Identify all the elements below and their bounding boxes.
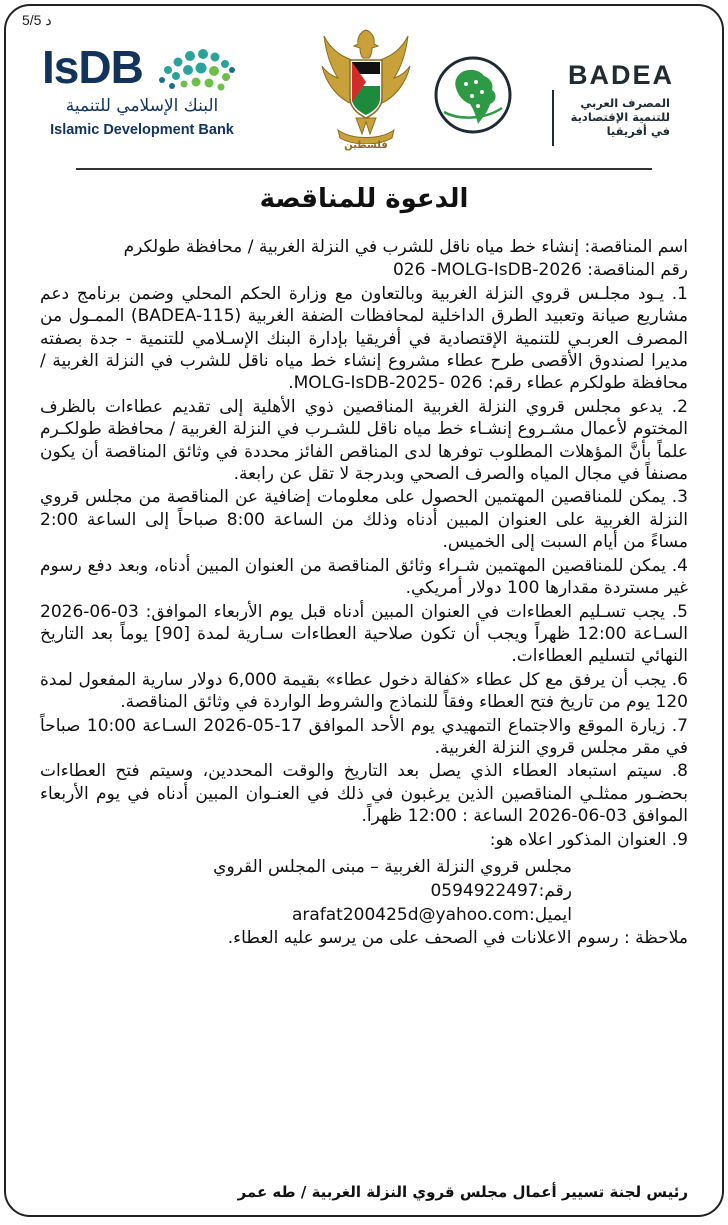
- advertising-fee-note: ملاحظة : رسوم الاعلانات في الصحف على من يرسو عليه العطاء.: [227, 927, 688, 948]
- header-divider: [76, 168, 652, 170]
- isdb-english-name: Islamic Development Bank: [50, 122, 234, 138]
- notice-item: 1. يـود مجلـس قروي النزلة الغربية وبالتعاون مع وزارة الحكم المحلي وضمن برنامج دعم مشاريع صيانة وتعبيد الطرق الداخلية لمحافظات الضفة الغربية (BADEA-115) الممـول من المصرف العربـي للتنمية الإقتصادية في أفريقيا بإدارة البنك الإسـلامي للتنمية - جدة بصفته مديرا لصندوق الأقصى طرح عطاء مشروع إنشاء خط مياه ناقل للشرب في النزلة الغربية / محافظة طولكرم عطاء رقم: 026 -MOLG-IsDB-2025.: [40, 283, 688, 394]
- badea-logo: [432, 50, 682, 144]
- notice-item: 7. زيارة الموقع والاجتماع التمهيدي يوم الأحد الموافق 17-05-2026 السـاعة 10:00 صباحاً في مقر مجلس قروي النزلة الغربية.: [40, 715, 688, 758]
- page-code: 5/5 د: [22, 12, 52, 28]
- notice-title: الدعوة للمناقصة: [259, 184, 469, 214]
- phone-label: رقم:: [538, 880, 572, 901]
- tender-notice-page: [4, 4, 724, 1217]
- badea-wordmark: BADEA: [567, 60, 674, 90]
- notice-item: 5. يجب تسـليم العطاءات في العنوان المبين أدناه قبل يوم الأربعاء الموافق: 03-06-2026 السـاعة 12:00 ظهراً ويجب أن تكون صلاحية العطاءات سـارية لمدة [90] يوماً بعد التاريخ النهائي لتسليم العطاءات.: [40, 601, 688, 667]
- badea-arabic-name: [560, 96, 670, 138]
- badea-separator: [552, 90, 554, 146]
- logo-header: [34, 24, 694, 160]
- notice-item: 4. يمكن للمناقصين المهتمين شـراء وثائق المناقصة من العنوان المبين أدناه، وبعد دفع رسوم غير مستردة مقدارها 100 دولار أمريكي.: [40, 555, 688, 599]
- isdb-dots-icon: [148, 40, 238, 96]
- notice-item: 3. يمكن للمناقصين المهتمين الحصول على معلومات إضافية عن المناقصة من مجلس قروي النزلة الغربية على العنوان المبين أدناه وذلك من الساعة 8:00 صباحاً إلى الساعة 2:00 مساءً من أيام السبت إلى الخميس.: [40, 487, 688, 553]
- africa-globe-icon: [432, 54, 514, 136]
- address-line: مجلس قروي النزلة الغربية – مبنى المجلس القروي: [213, 856, 572, 877]
- phone-number: 0594922497: [430, 880, 539, 901]
- tender-number-line: [40, 259, 688, 281]
- badea-arabic-line: للتنمية الإقتصادية: [570, 110, 670, 124]
- email-address: arafat200425d@yahoo.com: [291, 904, 529, 925]
- eagle-emblem-icon: [316, 26, 416, 144]
- tender-number-label: رقم المناقصة:: [587, 260, 688, 281]
- email-line: [40, 903, 572, 927]
- badea-arabic-line: المصرف العربي: [580, 96, 670, 110]
- notice-item: 6. يجب أن يرفق مع كل عطاء «كفالة دخول عطاء» بقيمة 6,000 دولار سارية المفعول لمدة 120 يوم من تاريخ فتح العطاء وفقاً للنماذج والشروط الواردة في وثائق المناقصة.: [40, 669, 688, 713]
- notice-item: 9. العنوان المذكور اعلاه هو:: [489, 829, 688, 850]
- isdb-logo: [42, 40, 242, 148]
- email-label: ايميل:: [528, 904, 572, 925]
- contact-address: [40, 855, 688, 927]
- signature-line: رئيس لجنة تسيير أعمال مجلس قروي النزلة الغربية / طه عمر: [237, 1183, 688, 1201]
- isdb-arabic-name: البنك الإسلامي للتنمية: [65, 96, 219, 116]
- phone-line: [40, 879, 572, 903]
- notice-body: [40, 236, 688, 950]
- tender-name: اسم المناقصة: إنشاء خط مياه ناقل للشرب في النزلة الغربية / محافظة طولكرم: [123, 237, 688, 257]
- notice-item: 8. سيتم استبعاد العطاء الذي يصل بعد التاريخ والوقت المحددين، وسيتم فتح العطاءات بحضـور ممثلـي المناقصين الذين يرغبون في ذلك في العنـوان المبين أدناه في يوم الأربعاء الموافق 03-06-2026 الساعة : 12:00 ظهراً.: [40, 761, 688, 827]
- isdb-wordmark: IsDB: [42, 41, 143, 93]
- palestine-eagle-emblem: [316, 26, 416, 160]
- notice-item: 2. يدعو مجلس قروي النزلة الغربية المناقصين ذوي الأهلية إلى تقديم عطاءات بالظرف المختوم لأعمال مشـروع إنشـاء خط مياه ناقل للشـرب في النزلة الغربية / محافظة طولكـرم علماً بأنَّ المؤهلات المطلوب توفرها لدى المناقص الفائز محددة في وثائق المناقصة أن يكون مصنفاً في مجال المياه والصرف الصحي وبدرجة لا تقل عن رابعة.: [40, 396, 688, 485]
- emblem-caption: فلسطين: [344, 140, 388, 151]
- badea-arabic-line: في أفريقيا: [606, 124, 670, 138]
- tender-number: 026 -MOLG-IsDB-2026: [392, 260, 582, 281]
